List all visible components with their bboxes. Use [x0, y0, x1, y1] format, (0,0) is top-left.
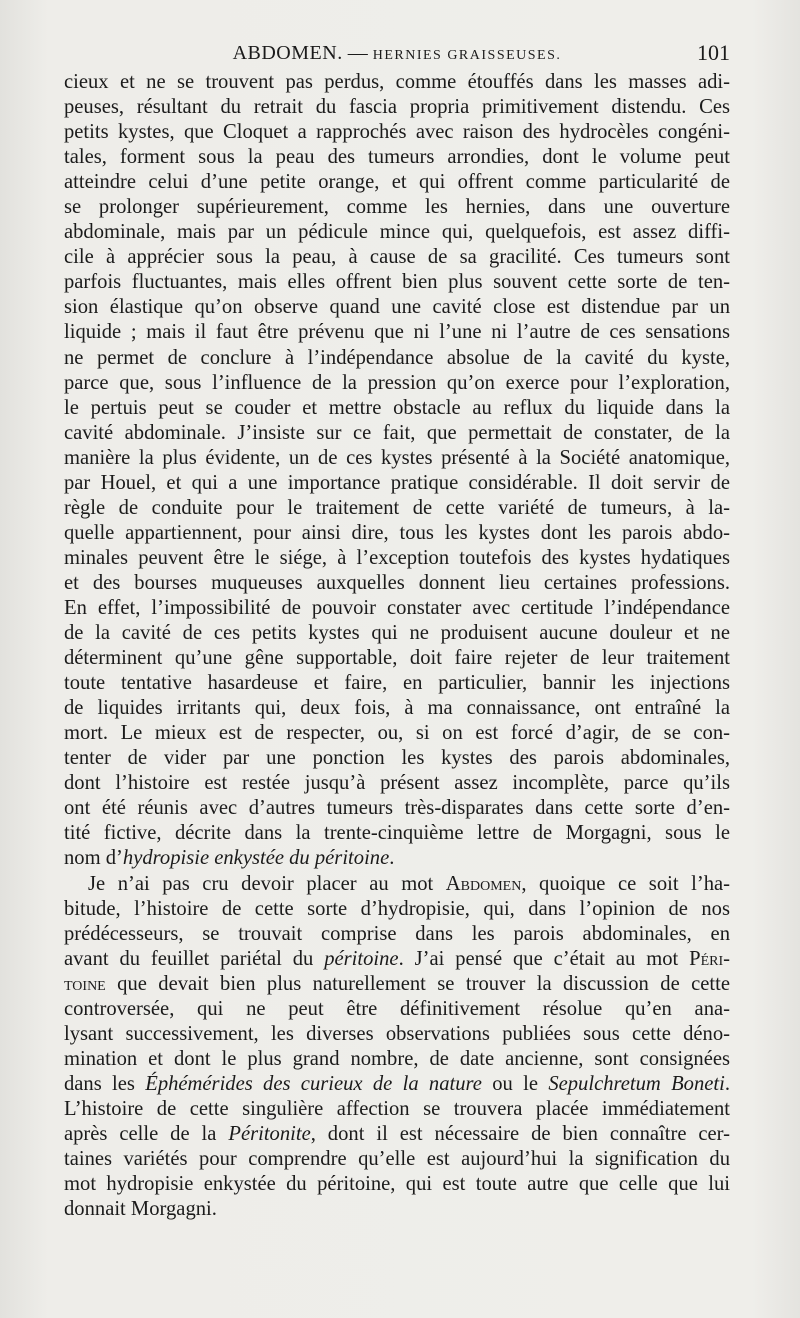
italic-term: Éphémérides des curieux de la nature [145, 1072, 482, 1095]
text-line: prédécesseurs, se trouvait comprise dans les parois abdominales, en [64, 922, 730, 945]
text-line: mot hydropisie enkystée du péritoine, qui est toute autre que celle que lui [64, 1173, 730, 1196]
text-line: le pertuis peut se couder et mettre obstacle au reflux du liquide dans la [64, 396, 730, 419]
text-run: après celle de la [64, 1122, 229, 1145]
text-run: Je n’ai pas cru devoir placer au mot [88, 872, 446, 895]
text-line: se prolonger supérieurement, comme les hernies, dans une ouverture [64, 196, 730, 219]
text-line: toute tentative hasardeuse et faire, en particulier, bannir les injections [64, 672, 730, 695]
text-line: cile à apprécier sous la peau, à cause de sa gracilité. Ces tumeurs sont [64, 246, 730, 269]
text-line: abdominale, mais par un pédicule mince qui, quelquefois, est assez diffi- [64, 221, 730, 244]
text-line: En effet, l’impossibilité de pouvoir constater avec certitude l’indépendance [64, 596, 730, 619]
text-line: taines variétés pour comprendre qu’elle est aujourd’hui la signification du [64, 1148, 730, 1171]
text-line: mination et dont le plus grand nombre, de date ancienne, sont consignées [64, 1047, 730, 1070]
italic-term: Péritonite [228, 1122, 311, 1145]
body-text [64, 70, 730, 1222]
text-line: minales peuvent être le siége, à l’exception toutefois des kystes hydatiques [64, 546, 730, 569]
running-title [64, 40, 730, 69]
text-line: parfois fluctuantes, mais elles offrent bien plus souvent cette sorte de ten- [64, 271, 730, 294]
text-line: parce que, sous l’influence de la pression qu’on exerce pour l’exploration, [64, 371, 730, 394]
text-line: de liquides irritants qui, deux fois, à ma connaissance, ont entraîné la [64, 697, 730, 720]
text-line: bitude, l’histoire de cette sorte d’hydropisie, qui, dans l’opinion de nos [64, 897, 730, 920]
text-run: . [389, 847, 395, 870]
text-run: . [724, 1072, 731, 1095]
header-title: ABDOMEN. [232, 42, 343, 64]
text-line: petits kystes, que Cloquet a rapprochés avec raison des hydrocèles congéni- [64, 121, 730, 144]
text-line: L’histoire de cette singulière affection se trouvera placée immédiatement [64, 1097, 730, 1120]
italic-term: hydropisie enkystée du péritoine [122, 847, 390, 870]
text-run: nom d’ [64, 847, 123, 870]
small-caps-term: toine [64, 972, 106, 995]
text-run: avant du feuillet pariétal du [64, 947, 325, 970]
small-caps-term: Péri- [689, 947, 730, 970]
text-line: donnait Morgagni. [64, 1198, 217, 1221]
text-line [64, 872, 730, 897]
text-line: sion élastique qu’on observe quand une cavité close est distendue par un [64, 296, 730, 319]
text-line: tales, forment sous la peau des tumeurs arrondies, dont le volume peut [64, 146, 730, 169]
text-line [64, 947, 730, 972]
text-run: . J’ai pensé que c’était au mot [398, 947, 690, 970]
text-line: controversée, qui ne peut être définitivement résolue qu’en ana- [64, 997, 730, 1020]
text-line: ont été réunis avec d’autres tumeurs très-disparates dans cette sorte d’en- [64, 797, 730, 820]
header-dash: — [347, 42, 368, 64]
text-line: et des bourses muqueuses auxquelles donnent lieu certaines professions. [64, 571, 730, 594]
italic-term: Sepulchretum Boneti [548, 1072, 725, 1095]
text-line: lysant successivement, les diverses observations publiées sous cette déno- [64, 1022, 730, 1045]
text-run: que devait bien plus naturellement se trouver la discussion de cette [105, 972, 730, 995]
text-run: , dont il est nécessaire de bien connaître cer- [310, 1122, 730, 1145]
page-number: 101 [697, 40, 730, 65]
text-line: ne permet de conclure à l’indépendance absolue de la cavité du kyste, [64, 346, 730, 369]
text-run: dans les [64, 1072, 146, 1095]
text-line: liquide ; mais il faut être prévenu que ni l’une ni l’autre de ces sensations [64, 321, 730, 344]
small-caps-term: Abdomen [445, 872, 522, 895]
text-line [64, 846, 730, 871]
running-head [64, 40, 730, 66]
text-line: déterminent qu’une gêne supportable, doit faire rejeter de leur traitement [64, 647, 730, 670]
text-line [64, 1122, 730, 1147]
italic-term: péritoine [324, 947, 399, 970]
text-line [64, 972, 730, 997]
header-subtitle: HERNIES GRAISSEUSES. [372, 48, 562, 63]
text-line: peuses, résultant du retrait du fascia propria primitivement distendu. Ces [64, 96, 730, 119]
text-line: tité fictive, décrite dans la trente-cinquième lettre de Morgagni, sous le [64, 822, 730, 845]
paragraph-2 [64, 872, 730, 1223]
text-line: règle de conduite pour le traitement de cette variété de tumeurs, à la- [64, 496, 730, 519]
text-line: tenter de vider par une ponction les kystes des parois abdominales, [64, 747, 730, 770]
text-line: par Houel, et qui a une importance pratique considérable. Il doit servir de [64, 471, 730, 494]
text-run: , quoique ce soit l’ha- [521, 872, 730, 895]
text-line: dont l’histoire est restée jusqu’à présent assez incomplète, parce qu’ils [64, 772, 730, 795]
text-line: quelle appartiennent, pour ainsi dire, tous les kystes dont les parois abdo- [64, 521, 730, 544]
text-line: mort. Le mieux est de respecter, ou, si on est forcé d’agir, de se con- [64, 722, 730, 745]
text-run: ou le [481, 1072, 549, 1095]
text-line: atteindre celui d’une petite orange, et qui offrent comme particularité de [64, 171, 730, 194]
text-line: cieux et ne se trouvent pas perdus, comme étouffés dans les masses adi- [64, 71, 730, 93]
text-line: cavité abdominale. J’insiste sur ce fait, que permettait de constater, de la [64, 421, 730, 444]
paragraph-1 [64, 70, 730, 872]
text-line [64, 1072, 730, 1097]
text-line: de la cavité de ces petits kystes qui ne produisent aucune douleur et ne [64, 622, 730, 645]
text-line: manière la plus évidente, un de ces kystes présenté à la Société anatomique, [64, 446, 730, 469]
